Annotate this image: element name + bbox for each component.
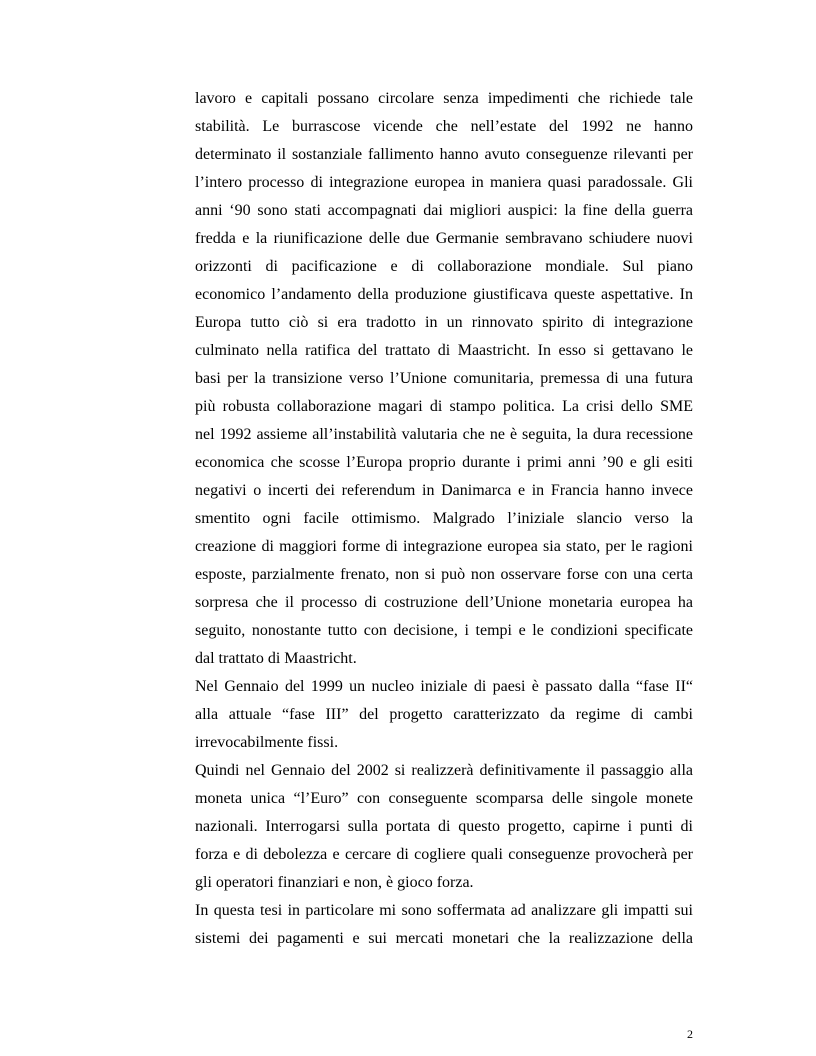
- text-line: sorpresa che il processo di costruzione dell’Unione monetaria europea ha: [195, 594, 693, 611]
- text-line: moneta unica “l’Euro” con conseguente scomparsa delle singole monete: [195, 790, 693, 807]
- text-line: In questa tesi in particolare mi sono soffermata ad analizzare gli impatti sui: [195, 902, 693, 919]
- text-line: economica che scosse l’Europa proprio durante i primi anni ’90 e gli esiti: [195, 454, 693, 471]
- text-line: basi per la transizione verso l’Unione comunitaria, premessa di una futura: [195, 370, 693, 387]
- text-line: gli operatori finanziari e non, è gioco forza.: [195, 874, 474, 891]
- body-text: [195, 85, 693, 953]
- text-line: dal trattato di Maastricht.: [195, 650, 357, 667]
- text-line: orizzonti di pacificazione e di collaborazione mondiale. Sul piano: [195, 258, 693, 275]
- text-line: Europa tutto ciò si era tradotto in un rinnovato spirito di integrazione: [195, 314, 693, 331]
- text-line: l’intero processo di integrazione europea in maniera quasi paradossale. Gli: [195, 174, 693, 191]
- text-line: creazione di maggiori forme di integrazione europea sia stato, per le ragioni: [195, 538, 693, 555]
- text-line: lavoro e capitali possano circolare senza impedimenti che richiede tale: [195, 90, 693, 107]
- text-line: esposte, parzialmente frenato, non si può non osservare forse con una certa: [195, 566, 693, 583]
- text-line: Nel Gennaio del 1999 un nucleo iniziale di paesi è passato dalla “fase II“: [195, 678, 693, 695]
- text-line: sistemi dei pagamenti e sui mercati monetari che la realizzazione della: [195, 930, 693, 947]
- text-line: economico l’andamento della produzione giustificava queste aspettative. In: [195, 286, 693, 303]
- text-line: più robusta collaborazione magari di stampo politica. La crisi dello SME: [195, 398, 693, 415]
- text-line: culminato nella ratifica del trattato di Maastricht. In esso si gettavano le: [195, 342, 693, 359]
- text-line: anni ‘90 sono stati accompagnati dai migliori auspici: la fine della guerra: [195, 202, 693, 219]
- text-line: negativi o incerti dei referendum in Danimarca e in Francia hanno invece: [195, 482, 693, 499]
- text-line: nel 1992 assieme all’instabilità valutaria che ne è seguita, la dura recessione: [195, 426, 693, 443]
- text-line: smentito ogni facile ottimismo. Malgrado l’iniziale slancio verso la: [195, 510, 693, 527]
- page-number: 2: [687, 1027, 693, 1041]
- text-line: stabilità. Le burrascose vicende che nell’estate del 1992 ne hanno: [195, 118, 693, 135]
- text-line: determinato il sostanziale fallimento hanno avuto conseguenze rilevanti per: [195, 146, 693, 163]
- text-line: alla attuale “fase III” del progetto caratterizzato da regime di cambi: [195, 706, 693, 723]
- text-line: fredda e la riunificazione delle due Germanie sembravano schiudere nuovi: [195, 230, 693, 247]
- text-line: irrevocabilmente fissi.: [195, 734, 339, 751]
- text-line: seguito, nonostante tutto con decisione, i tempi e le condizioni specificate: [195, 622, 693, 639]
- text-line: forza e di debolezza e cercare di cogliere quali conseguenze provocherà per: [195, 846, 693, 863]
- text-line: Quindi nel Gennaio del 2002 si realizzerà definitivamente il passaggio alla: [195, 762, 693, 779]
- text-line: nazionali. Interrogarsi sulla portata di questo progetto, capirne i punti di: [195, 818, 693, 835]
